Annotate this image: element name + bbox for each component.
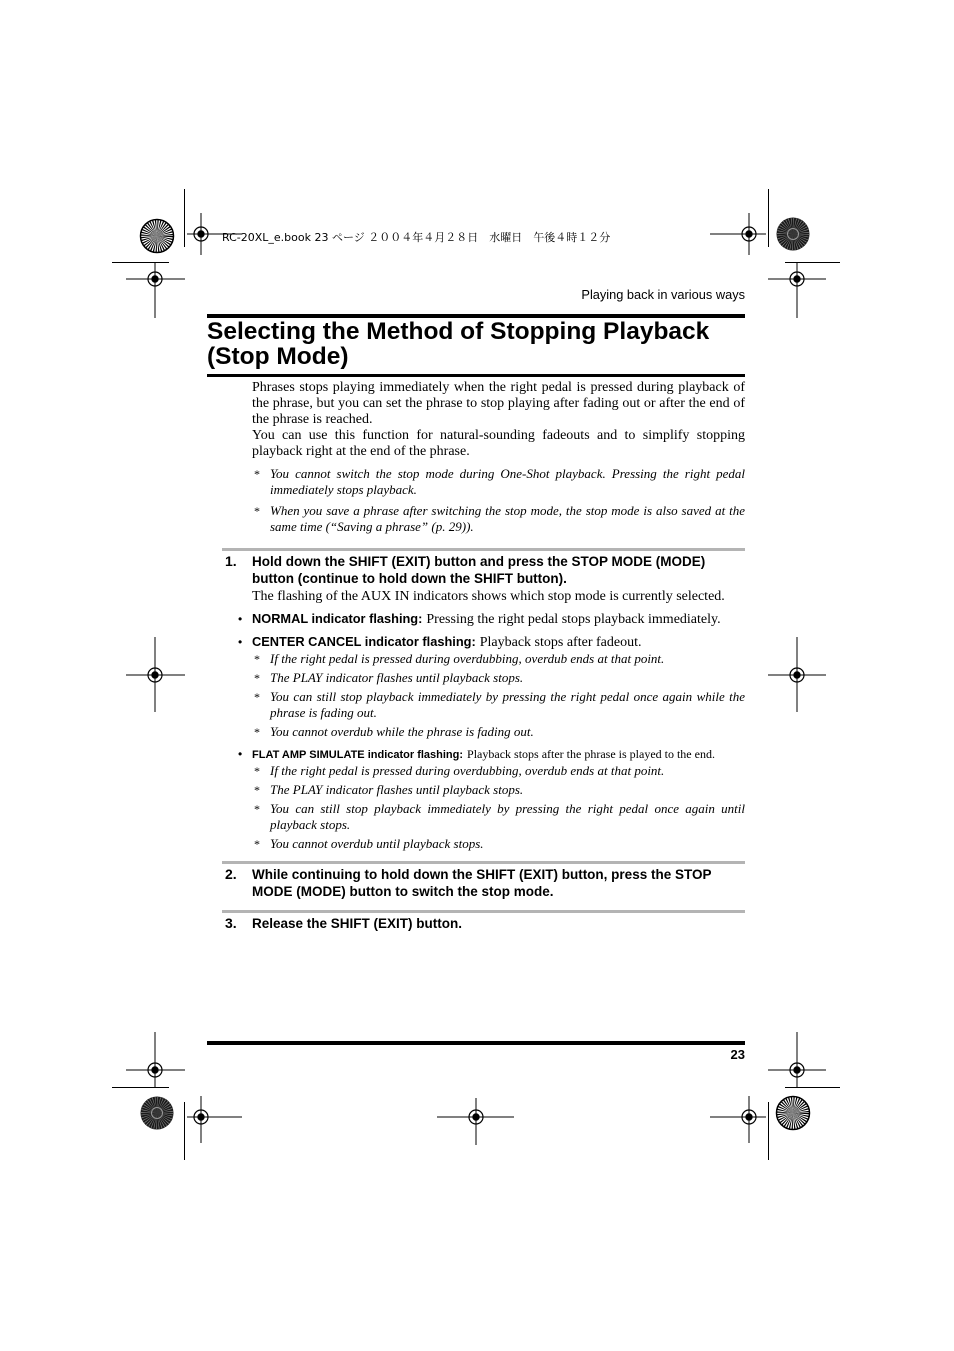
registration-mark <box>710 213 766 255</box>
step-description: The flashing of the AUX IN indicators shows which stop mode is currently selected. <box>252 589 725 604</box>
note-asterisk: * <box>254 764 260 778</box>
bullet-line <box>252 634 745 651</box>
page-number: 23 <box>730 1047 745 1062</box>
bullet-text: Pressing the right pedal stops playback immediately. <box>426 612 721 627</box>
stop-mode-item-center-cancel <box>238 634 745 740</box>
step-number: 3. <box>225 915 237 931</box>
step-number: 2. <box>225 866 237 882</box>
registration-mark <box>126 637 185 712</box>
step-divider <box>222 548 745 551</box>
registration-mark <box>768 262 826 318</box>
title-rule-bottom <box>207 374 745 377</box>
registration-dot <box>794 672 800 678</box>
note-text: You cannot switch the stop mode during One-Shot playback. Pressing the right pedal immediately stops playback. <box>270 466 745 497</box>
registration-mark <box>187 1096 242 1143</box>
bullet-line <box>252 746 745 763</box>
note-item <box>254 651 745 667</box>
note-asterisk: * <box>254 725 260 739</box>
step-body <box>252 866 745 900</box>
bullet: • <box>238 747 243 761</box>
step-number: 1. <box>225 553 237 569</box>
note-item <box>254 670 745 686</box>
stop-mode-item-normal <box>238 611 745 628</box>
note-asterisk: * <box>254 652 260 666</box>
starburst-mark <box>777 218 810 251</box>
note-item <box>254 466 745 498</box>
registration-dot <box>198 231 204 237</box>
bullet-label: CENTER CANCEL indicator flashing: <box>252 634 476 649</box>
note-item <box>254 763 745 779</box>
note-list <box>252 651 745 740</box>
note-item <box>254 724 745 740</box>
note-item <box>254 801 745 833</box>
print-slug-line: RC-20XL_e.book 23 ページ ２００４年４月２８日 水曜日 午後４時１２分 <box>222 231 611 244</box>
step-divider <box>222 861 745 864</box>
step-instruction: Hold down the SHIFT (EXIT) button and press the STOP MODE (MODE) button (continue to hold down the SHIFT button). <box>252 554 706 586</box>
registration-dot <box>152 1067 158 1073</box>
note-item <box>254 836 745 852</box>
intro-paragraph: You can use this function for natural-sounding fadeouts and to simplify stopping playback right at the end of the phrase. <box>252 428 745 459</box>
registration-dot <box>198 1114 204 1120</box>
intro-paragraph: Phrases stops playing immediately when the right pedal is pressed during playback of the phrase, but you can set the phrase to stop playing after fading out or after the end of the phrase is reached. <box>252 380 745 427</box>
step-body <box>252 915 745 932</box>
bullet-line <box>252 611 745 628</box>
note-item <box>254 782 745 798</box>
bullet-text: Playback stops after fadeout. <box>479 635 642 650</box>
registration-dot <box>152 276 158 282</box>
step-body <box>238 553 745 852</box>
starburst-mark <box>777 1097 810 1130</box>
note-list <box>252 466 745 535</box>
step-3 <box>222 915 745 932</box>
registration-dot <box>152 672 158 678</box>
note-asterisk: * <box>254 837 260 851</box>
bullet-text: Playback stops after the phrase is played to the end. <box>467 747 715 761</box>
running-head: Playing back in various ways <box>581 287 745 302</box>
step-instruction: While continuing to hold down the SHIFT (EXIT) button, press the STOP MODE (MODE) button to switch the stop mode. <box>252 867 712 899</box>
note-text: When you save a phrase after switching the stop mode, the stop mode is also saved at the same time (“Saving a phrase” (p. 29)). <box>270 503 745 534</box>
step-2 <box>222 866 745 900</box>
note-text: The PLAY indicator flashes until playback stops. <box>270 670 524 685</box>
note-list <box>252 763 745 852</box>
note-asterisk: * <box>254 690 260 704</box>
starburst-mark <box>141 1097 174 1130</box>
registration-mark <box>126 262 185 318</box>
bullet-label: NORMAL indicator flashing: <box>252 611 423 626</box>
bullet: • <box>238 612 243 626</box>
step-1 <box>222 553 745 852</box>
registration-mark <box>437 1098 514 1145</box>
note-item <box>254 689 745 721</box>
note-asterisk: * <box>254 783 260 797</box>
registration-mark <box>768 1032 826 1087</box>
intro-section <box>252 380 745 535</box>
note-text: You can still stop playback immediately by pressing the right pedal once again until playback stops. <box>270 801 745 832</box>
note-asterisk: * <box>254 467 260 481</box>
starburst-mark <box>141 220 174 253</box>
note-text: If the right pedal is pressed during overdubbing, overdub ends at that point. <box>270 651 665 666</box>
registration-dot <box>473 1114 479 1120</box>
note-text: You cannot overdub while the phrase is fading out. <box>270 724 534 739</box>
note-asterisk: * <box>254 504 260 518</box>
registration-dot <box>794 276 800 282</box>
stop-mode-item-flat-amp-simulate <box>238 746 745 852</box>
bullet-label: FLAT AMP SIMULATE indicator flashing: <box>252 749 464 761</box>
note-item <box>254 503 745 535</box>
registration-mark <box>710 1096 766 1143</box>
note-text: You can still stop playback immediately by pressing the right pedal once again while the phrase is fading out. <box>270 689 745 720</box>
bullet: • <box>238 635 243 649</box>
registration-dot <box>746 1114 752 1120</box>
step-instruction: Release the SHIFT (EXIT) button. <box>252 916 463 931</box>
note-text: The PLAY indicator flashes until playback stops. <box>270 782 524 797</box>
registration-mark <box>126 1032 185 1087</box>
note-asterisk: * <box>254 671 260 685</box>
registration-dot <box>746 231 752 237</box>
registration-dot <box>794 1067 800 1073</box>
registration-mark <box>768 637 826 712</box>
step-divider <box>222 910 745 913</box>
note-asterisk: * <box>254 802 260 816</box>
footer-rule <box>207 1041 745 1045</box>
note-text: If the right pedal is pressed during overdubbing, overdub ends at that point. <box>270 763 665 778</box>
page-title: Selecting the Method of Stopping Playback (Stop Mode) <box>207 318 710 370</box>
note-text: You cannot overdub until playback stops. <box>270 836 484 851</box>
